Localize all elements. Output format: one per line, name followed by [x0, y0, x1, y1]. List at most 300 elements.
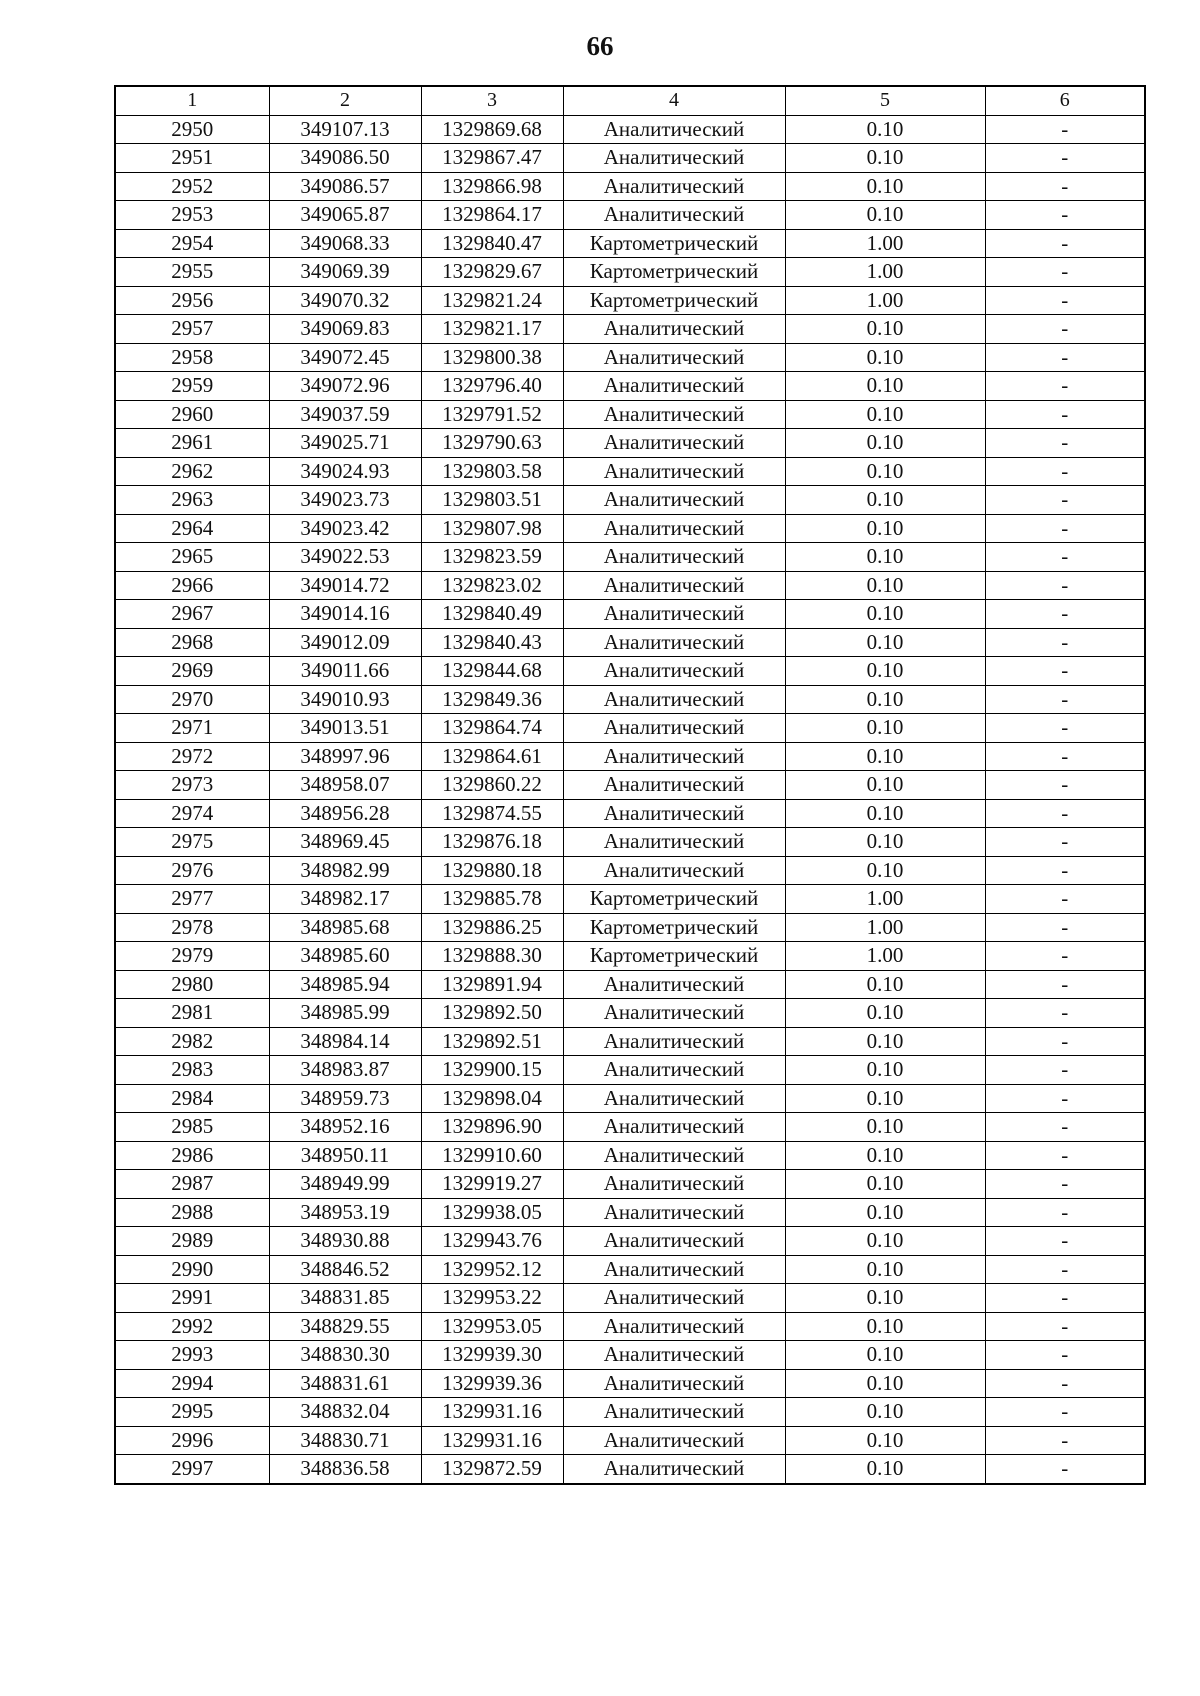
note-cell: - [985, 229, 1145, 258]
table-row [115, 372, 1145, 401]
accuracy-cell: 0.10 [785, 543, 985, 572]
y-coordinate-cell: 1329876.18 [421, 828, 563, 857]
table-row [115, 1198, 1145, 1227]
x-coordinate-cell: 348982.17 [269, 885, 421, 914]
accuracy-cell: 0.10 [785, 1369, 985, 1398]
x-coordinate-cell: 348836.58 [269, 1455, 421, 1484]
method-cell: Аналитический [563, 1027, 785, 1056]
method-cell: Аналитический [563, 828, 785, 857]
note-cell: - [985, 714, 1145, 743]
x-coordinate-cell: 349069.83 [269, 315, 421, 344]
table-row [115, 457, 1145, 486]
page-number: 66 [586, 31, 614, 61]
x-coordinate-cell: 349025.71 [269, 429, 421, 458]
note-cell: - [985, 514, 1145, 543]
point-number-cell: 2976 [115, 856, 269, 885]
y-coordinate-cell: 1329931.16 [421, 1426, 563, 1455]
x-coordinate-cell: 349070.32 [269, 286, 421, 315]
x-coordinate-cell: 349069.39 [269, 258, 421, 287]
method-cell: Аналитический [563, 1369, 785, 1398]
accuracy-cell: 0.10 [785, 714, 985, 743]
y-coordinate-cell: 1329867.47 [421, 144, 563, 173]
x-coordinate-cell: 349012.09 [269, 628, 421, 657]
point-number-cell: 2968 [115, 628, 269, 657]
table-row [115, 571, 1145, 600]
table-row [115, 201, 1145, 230]
method-cell: Аналитический [563, 714, 785, 743]
x-coordinate-cell: 349023.42 [269, 514, 421, 543]
table-body [115, 115, 1145, 1484]
point-number-cell: 2955 [115, 258, 269, 287]
method-cell: Аналитический [563, 1170, 785, 1199]
note-cell: - [985, 1284, 1145, 1313]
table-row [115, 885, 1145, 914]
method-cell: Картометрический [563, 258, 785, 287]
method-cell: Аналитический [563, 799, 785, 828]
point-number-cell: 2954 [115, 229, 269, 258]
y-coordinate-cell: 1329807.98 [421, 514, 563, 543]
method-cell: Картометрический [563, 942, 785, 971]
y-coordinate-cell: 1329892.51 [421, 1027, 563, 1056]
point-number-cell: 2973 [115, 771, 269, 800]
note-cell: - [985, 1398, 1145, 1427]
note-cell: - [985, 799, 1145, 828]
x-coordinate-cell: 348997.96 [269, 742, 421, 771]
y-coordinate-cell: 1329849.36 [421, 685, 563, 714]
method-cell: Аналитический [563, 1113, 785, 1142]
table-row [115, 1027, 1145, 1056]
note-cell: - [985, 771, 1145, 800]
y-coordinate-cell: 1329844.68 [421, 657, 563, 686]
y-coordinate-cell: 1329864.17 [421, 201, 563, 230]
accuracy-cell: 1.00 [785, 258, 985, 287]
accuracy-cell: 0.10 [785, 657, 985, 686]
point-number-cell: 2985 [115, 1113, 269, 1142]
note-cell: - [985, 600, 1145, 629]
note-cell: - [985, 999, 1145, 1028]
point-number-cell: 2975 [115, 828, 269, 857]
x-coordinate-cell: 348930.88 [269, 1227, 421, 1256]
y-coordinate-cell: 1329931.16 [421, 1398, 563, 1427]
x-coordinate-cell: 348984.14 [269, 1027, 421, 1056]
point-number-cell: 2951 [115, 144, 269, 173]
point-number-cell: 2958 [115, 343, 269, 372]
point-number-cell: 2965 [115, 543, 269, 572]
note-cell: - [985, 429, 1145, 458]
x-coordinate-cell: 349022.53 [269, 543, 421, 572]
x-coordinate-cell: 349011.66 [269, 657, 421, 686]
x-coordinate-cell: 348985.60 [269, 942, 421, 971]
method-cell: Аналитический [563, 315, 785, 344]
point-number-cell: 2971 [115, 714, 269, 743]
table-row [115, 258, 1145, 287]
y-coordinate-cell: 1329840.43 [421, 628, 563, 657]
note-cell: - [985, 1426, 1145, 1455]
note-cell: - [985, 486, 1145, 515]
accuracy-cell: 0.10 [785, 429, 985, 458]
table-row [115, 514, 1145, 543]
method-cell: Аналитический [563, 1141, 785, 1170]
table-row [115, 628, 1145, 657]
method-cell: Аналитический [563, 372, 785, 401]
accuracy-cell: 0.10 [785, 970, 985, 999]
method-cell: Аналитический [563, 1426, 785, 1455]
table-row [115, 429, 1145, 458]
table-row [115, 1284, 1145, 1313]
accuracy-cell: 0.10 [785, 771, 985, 800]
point-number-cell: 2961 [115, 429, 269, 458]
note-cell: - [985, 1113, 1145, 1142]
note-cell: - [985, 1141, 1145, 1170]
method-cell: Аналитический [563, 429, 785, 458]
point-number-cell: 2995 [115, 1398, 269, 1427]
table-row [115, 1113, 1145, 1142]
y-coordinate-cell: 1329896.90 [421, 1113, 563, 1142]
note-cell: - [985, 1369, 1145, 1398]
note-cell: - [985, 1170, 1145, 1199]
x-coordinate-cell: 348952.16 [269, 1113, 421, 1142]
accuracy-cell: 1.00 [785, 286, 985, 315]
accuracy-cell: 0.10 [785, 600, 985, 629]
note-cell: - [985, 742, 1145, 771]
x-coordinate-cell: 348985.99 [269, 999, 421, 1028]
method-cell: Аналитический [563, 657, 785, 686]
table-row [115, 942, 1145, 971]
y-coordinate-cell: 1329919.27 [421, 1170, 563, 1199]
table-row [115, 543, 1145, 572]
note-cell: - [985, 1027, 1145, 1056]
y-coordinate-cell: 1329864.61 [421, 742, 563, 771]
table-row [115, 486, 1145, 515]
method-cell: Аналитический [563, 571, 785, 600]
note-cell: - [985, 400, 1145, 429]
point-number-cell: 2957 [115, 315, 269, 344]
column-header: 4 [563, 86, 785, 115]
note-cell: - [985, 885, 1145, 914]
accuracy-cell: 0.10 [785, 1255, 985, 1284]
note-cell: - [985, 828, 1145, 857]
point-number-cell: 2969 [115, 657, 269, 686]
table-row [115, 771, 1145, 800]
y-coordinate-cell: 1329803.58 [421, 457, 563, 486]
note-cell: - [985, 913, 1145, 942]
accuracy-cell: 1.00 [785, 942, 985, 971]
x-coordinate-cell: 348953.19 [269, 1198, 421, 1227]
table-row [115, 1141, 1145, 1170]
y-coordinate-cell: 1329892.50 [421, 999, 563, 1028]
y-coordinate-cell: 1329791.52 [421, 400, 563, 429]
note-cell: - [985, 315, 1145, 344]
x-coordinate-cell: 348831.85 [269, 1284, 421, 1313]
method-cell: Аналитический [563, 343, 785, 372]
note-cell: - [985, 172, 1145, 201]
note-cell: - [985, 1227, 1145, 1256]
method-cell: Аналитический [563, 685, 785, 714]
point-number-cell: 2984 [115, 1084, 269, 1113]
accuracy-cell: 1.00 [785, 913, 985, 942]
accuracy-cell: 0.10 [785, 1284, 985, 1313]
note-cell: - [985, 1056, 1145, 1085]
note-cell: - [985, 343, 1145, 372]
x-coordinate-cell: 349107.13 [269, 115, 421, 144]
x-coordinate-cell: 348829.55 [269, 1312, 421, 1341]
method-cell: Картометрический [563, 229, 785, 258]
x-coordinate-cell: 349068.33 [269, 229, 421, 258]
x-coordinate-cell: 348830.30 [269, 1341, 421, 1370]
x-coordinate-cell: 349086.57 [269, 172, 421, 201]
y-coordinate-cell: 1329938.05 [421, 1198, 563, 1227]
table-row [115, 1312, 1145, 1341]
accuracy-cell: 0.10 [785, 1141, 985, 1170]
x-coordinate-cell: 348832.04 [269, 1398, 421, 1427]
accuracy-cell: 0.10 [785, 999, 985, 1028]
table-row [115, 657, 1145, 686]
y-coordinate-cell: 1329821.17 [421, 315, 563, 344]
table-row [115, 286, 1145, 315]
point-number-cell: 2987 [115, 1170, 269, 1199]
accuracy-cell: 0.10 [785, 828, 985, 857]
table-row [115, 685, 1145, 714]
note-cell: - [985, 543, 1145, 572]
y-coordinate-cell: 1329796.40 [421, 372, 563, 401]
method-cell: Аналитический [563, 1255, 785, 1284]
point-number-cell: 2977 [115, 885, 269, 914]
method-cell: Аналитический [563, 1084, 785, 1113]
table-row [115, 1426, 1145, 1455]
y-coordinate-cell: 1329891.94 [421, 970, 563, 999]
accuracy-cell: 0.10 [785, 514, 985, 543]
accuracy-cell: 0.10 [785, 1056, 985, 1085]
note-cell: - [985, 571, 1145, 600]
point-number-cell: 2964 [115, 514, 269, 543]
accuracy-cell: 1.00 [785, 229, 985, 258]
y-coordinate-cell: 1329952.12 [421, 1255, 563, 1284]
y-coordinate-cell: 1329866.98 [421, 172, 563, 201]
table-row [115, 1369, 1145, 1398]
accuracy-cell: 0.10 [785, 1198, 985, 1227]
header-row [115, 86, 1145, 115]
x-coordinate-cell: 348985.94 [269, 970, 421, 999]
coordinates-table [114, 85, 1146, 1485]
table-row [115, 1341, 1145, 1370]
point-number-cell: 2967 [115, 600, 269, 629]
point-number-cell: 2991 [115, 1284, 269, 1313]
note-cell: - [985, 1312, 1145, 1341]
method-cell: Аналитический [563, 600, 785, 629]
method-cell: Аналитический [563, 1455, 785, 1484]
column-header: 3 [421, 86, 563, 115]
method-cell: Аналитический [563, 628, 785, 657]
table-row [115, 1056, 1145, 1085]
table-row [115, 714, 1145, 743]
point-number-cell: 2993 [115, 1341, 269, 1370]
table-row [115, 172, 1145, 201]
table-row [115, 400, 1145, 429]
method-cell: Аналитический [563, 1198, 785, 1227]
x-coordinate-cell: 349013.51 [269, 714, 421, 743]
table-row [115, 799, 1145, 828]
accuracy-cell: 0.10 [785, 144, 985, 173]
method-cell: Аналитический [563, 543, 785, 572]
method-cell: Аналитический [563, 486, 785, 515]
accuracy-cell: 0.10 [785, 1227, 985, 1256]
accuracy-cell: 0.10 [785, 400, 985, 429]
accuracy-cell: 0.10 [785, 457, 985, 486]
y-coordinate-cell: 1329953.22 [421, 1284, 563, 1313]
accuracy-cell: 0.10 [785, 1398, 985, 1427]
method-cell: Аналитический [563, 514, 785, 543]
method-cell: Картометрический [563, 286, 785, 315]
point-number-cell: 2980 [115, 970, 269, 999]
table-row [115, 1170, 1145, 1199]
x-coordinate-cell: 348982.99 [269, 856, 421, 885]
method-cell: Аналитический [563, 856, 785, 885]
y-coordinate-cell: 1329939.36 [421, 1369, 563, 1398]
point-number-cell: 2983 [115, 1056, 269, 1085]
point-number-cell: 2950 [115, 115, 269, 144]
table-row [115, 856, 1145, 885]
x-coordinate-cell: 349072.96 [269, 372, 421, 401]
y-coordinate-cell: 1329886.25 [421, 913, 563, 942]
accuracy-cell: 0.10 [785, 172, 985, 201]
method-cell: Картометрический [563, 885, 785, 914]
point-number-cell: 2992 [115, 1312, 269, 1341]
point-number-cell: 2986 [115, 1141, 269, 1170]
table-row [115, 742, 1145, 771]
y-coordinate-cell: 1329939.30 [421, 1341, 563, 1370]
y-coordinate-cell: 1329898.04 [421, 1084, 563, 1113]
point-number-cell: 2959 [115, 372, 269, 401]
x-coordinate-cell: 349072.45 [269, 343, 421, 372]
accuracy-cell: 0.10 [785, 1312, 985, 1341]
note-cell: - [985, 457, 1145, 486]
point-number-cell: 2979 [115, 942, 269, 971]
method-cell: Аналитический [563, 144, 785, 173]
y-coordinate-cell: 1329910.60 [421, 1141, 563, 1170]
accuracy-cell: 0.10 [785, 115, 985, 144]
x-coordinate-cell: 349086.50 [269, 144, 421, 173]
x-coordinate-cell: 349010.93 [269, 685, 421, 714]
table-row [115, 1255, 1145, 1284]
x-coordinate-cell: 349037.59 [269, 400, 421, 429]
note-cell: - [985, 201, 1145, 230]
x-coordinate-cell: 348985.68 [269, 913, 421, 942]
note-cell: - [985, 1341, 1145, 1370]
accuracy-cell: 0.10 [785, 1455, 985, 1484]
y-coordinate-cell: 1329840.47 [421, 229, 563, 258]
accuracy-cell: 0.10 [785, 1426, 985, 1455]
method-cell: Аналитический [563, 201, 785, 230]
x-coordinate-cell: 348830.71 [269, 1426, 421, 1455]
y-coordinate-cell: 1329885.78 [421, 885, 563, 914]
note-cell: - [985, 115, 1145, 144]
point-number-cell: 2966 [115, 571, 269, 600]
x-coordinate-cell: 348983.87 [269, 1056, 421, 1085]
table-row [115, 600, 1145, 629]
method-cell: Аналитический [563, 771, 785, 800]
point-number-cell: 2996 [115, 1426, 269, 1455]
note-cell: - [985, 1084, 1145, 1113]
x-coordinate-cell: 348958.07 [269, 771, 421, 800]
accuracy-cell: 0.10 [785, 856, 985, 885]
column-header: 6 [985, 86, 1145, 115]
y-coordinate-cell: 1329823.59 [421, 543, 563, 572]
table-row [115, 343, 1145, 372]
point-number-cell: 2988 [115, 1198, 269, 1227]
table-row [115, 913, 1145, 942]
y-coordinate-cell: 1329864.74 [421, 714, 563, 743]
note-cell: - [985, 258, 1145, 287]
y-coordinate-cell: 1329829.67 [421, 258, 563, 287]
y-coordinate-cell: 1329823.02 [421, 571, 563, 600]
x-coordinate-cell: 348949.99 [269, 1170, 421, 1199]
method-cell: Аналитический [563, 172, 785, 201]
method-cell: Аналитический [563, 742, 785, 771]
note-cell: - [985, 942, 1145, 971]
table-row [115, 1398, 1145, 1427]
method-cell: Аналитический [563, 970, 785, 999]
y-coordinate-cell: 1329800.38 [421, 343, 563, 372]
table-row [115, 999, 1145, 1028]
accuracy-cell: 0.10 [785, 1341, 985, 1370]
note-cell: - [985, 1198, 1145, 1227]
x-coordinate-cell: 349023.73 [269, 486, 421, 515]
point-number-cell: 2989 [115, 1227, 269, 1256]
x-coordinate-cell: 348969.45 [269, 828, 421, 857]
accuracy-cell: 1.00 [785, 885, 985, 914]
x-coordinate-cell: 348956.28 [269, 799, 421, 828]
note-cell: - [985, 1455, 1145, 1484]
table-row [115, 828, 1145, 857]
point-number-cell: 2963 [115, 486, 269, 515]
y-coordinate-cell: 1329869.68 [421, 115, 563, 144]
note-cell: - [985, 657, 1145, 686]
column-header: 5 [785, 86, 985, 115]
method-cell: Картометрический [563, 913, 785, 942]
accuracy-cell: 0.10 [785, 1084, 985, 1113]
point-number-cell: 2978 [115, 913, 269, 942]
accuracy-cell: 0.10 [785, 486, 985, 515]
y-coordinate-cell: 1329840.49 [421, 600, 563, 629]
table-row [115, 315, 1145, 344]
point-number-cell: 2953 [115, 201, 269, 230]
note-cell: - [985, 970, 1145, 999]
point-number-cell: 2994 [115, 1369, 269, 1398]
method-cell: Аналитический [563, 1056, 785, 1085]
y-coordinate-cell: 1329900.15 [421, 1056, 563, 1085]
table-row [115, 1455, 1145, 1484]
table-header [115, 86, 1145, 115]
x-coordinate-cell: 349024.93 [269, 457, 421, 486]
accuracy-cell: 0.10 [785, 571, 985, 600]
method-cell: Аналитический [563, 1341, 785, 1370]
column-header: 2 [269, 86, 421, 115]
point-number-cell: 2981 [115, 999, 269, 1028]
note-cell: - [985, 685, 1145, 714]
x-coordinate-cell: 348950.11 [269, 1141, 421, 1170]
point-number-cell: 2970 [115, 685, 269, 714]
note-cell: - [985, 144, 1145, 173]
x-coordinate-cell: 349014.72 [269, 571, 421, 600]
point-number-cell: 2990 [115, 1255, 269, 1284]
accuracy-cell: 0.10 [785, 1027, 985, 1056]
point-number-cell: 2952 [115, 172, 269, 201]
table-row [115, 144, 1145, 173]
table-row [115, 1227, 1145, 1256]
note-cell: - [985, 372, 1145, 401]
x-coordinate-cell: 349014.16 [269, 600, 421, 629]
y-coordinate-cell: 1329872.59 [421, 1455, 563, 1484]
